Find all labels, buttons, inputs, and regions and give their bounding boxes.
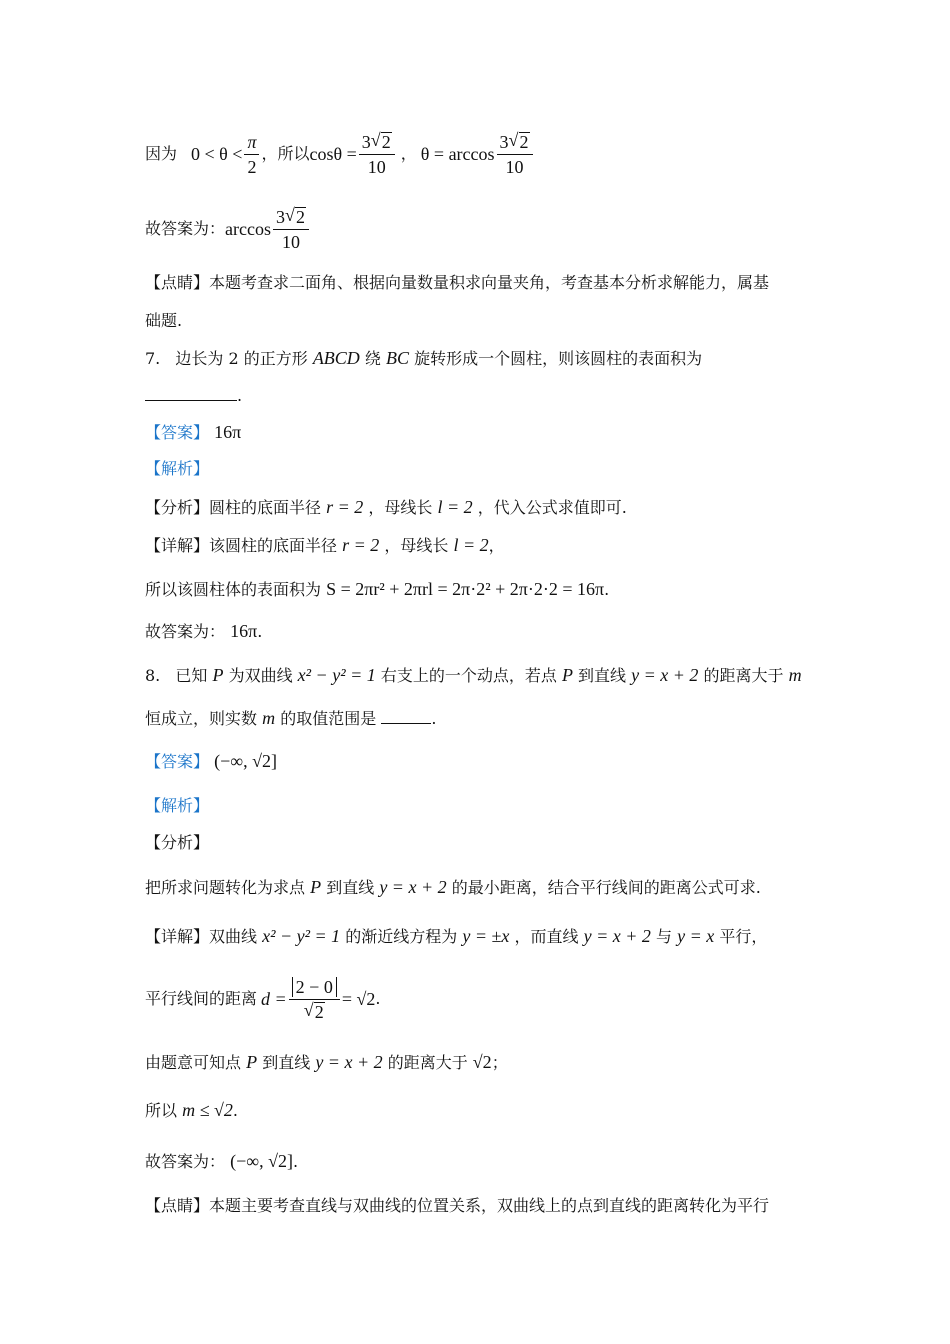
text: 的距离大于 (703, 666, 784, 685)
text: 平行， (719, 927, 768, 946)
math-BC: BC (386, 348, 410, 368)
frac-num (289, 977, 340, 1000)
text: ，代入公式求值即可. (477, 498, 627, 517)
frac-num (497, 129, 533, 155)
q8-answer (145, 750, 800, 773)
answer-blank (145, 400, 237, 401)
answer-tag: 【答案】 (145, 423, 210, 442)
sqrt-symbol: √ 2 (303, 999, 324, 1022)
math-hyperbola: x² − y² = 1 (297, 665, 376, 685)
text: 所以 (145, 1101, 178, 1120)
abs-value: 2 − 0 (292, 977, 337, 997)
text: ，母线长 (384, 536, 449, 555)
math-m-le: m ≤ √2 (182, 1100, 233, 1120)
line-answer-arccos (145, 205, 800, 253)
text: 平行线间的距离 (145, 989, 258, 1008)
math-P: P (246, 1052, 258, 1072)
text: 绕 (364, 349, 381, 368)
text: 到直线 (262, 1053, 311, 1072)
text: 与 (655, 927, 672, 946)
dianjing-line-1: 【点睛】本题考查求二面角、根据向量数量积求向量夹角，考查基本分析求解能力，属基 (145, 273, 770, 292)
q8-final: 故答案为： (−∞, √2]. (145, 1151, 299, 1171)
math-m: m (788, 665, 802, 685)
q8-from: 由题意可知点 P 到直线 y = x + 2 的距离大于 √2； (145, 1052, 508, 1072)
math-l: l = 2 (453, 535, 489, 555)
sqrt-symbol: √ 2 (508, 129, 529, 152)
text: 故答案为： (145, 219, 226, 238)
text: 的最小距离，结合平行线间的距离公式可求. (451, 878, 761, 897)
math-y-eq-x: y = x (677, 926, 715, 946)
sqrt-symbol: √ 2 (370, 129, 391, 152)
answer-value: 16π (214, 422, 242, 442)
radicand: 2 (295, 206, 305, 227)
text: 的渐近线方程为 (345, 927, 458, 946)
question-8 (145, 664, 800, 687)
answer-interval: (−∞, √2] (214, 751, 277, 771)
frac-den: 10 (367, 156, 386, 177)
text: ，所以 (261, 144, 310, 163)
text: 到直线 (578, 666, 627, 685)
fraction-3sqrt2-over-10-b (497, 129, 533, 177)
radicand: 2 (381, 131, 391, 152)
math-P: P (212, 665, 224, 685)
math-sqrt2: √2 (472, 1052, 492, 1072)
math-P: P (561, 665, 573, 685)
text: 的距离大于 (387, 1053, 468, 1072)
question-8-line-2: 恒成立，则实数 m 的取值范围是 . (145, 708, 437, 728)
text: 【详解】该圆柱的底面半径 (145, 536, 338, 555)
text: ，而直线 (514, 927, 579, 946)
q8-fenxi-tag: 【分析】 (145, 833, 210, 852)
text: 的取值范围是 (280, 709, 377, 728)
question-7 (145, 347, 800, 370)
text: 故答案为： (145, 622, 226, 641)
fraction-3sqrt2-over-10 (359, 129, 395, 177)
frac-den: 10 (505, 156, 524, 177)
math-hyperbola: x² − y² = 1 (262, 926, 341, 946)
answer-blank (381, 723, 431, 724)
radicand: 2 (519, 131, 529, 152)
math-theta-range: 0 < θ < (191, 144, 243, 164)
final-interval: (−∞, √2] (230, 1151, 293, 1171)
math-m: m (262, 708, 276, 728)
math-ABCD: ABCD (312, 348, 360, 368)
text: 为双曲线 (228, 666, 293, 685)
frac-den: 2 (247, 156, 257, 177)
analysis-tag: 【解析】 (145, 459, 210, 478)
coef: 3 (499, 131, 509, 152)
frac-den: 10 (281, 231, 300, 252)
frac-num (273, 204, 309, 230)
math-theta-eq: θ = arccos (420, 144, 495, 164)
text: 所以该圆柱体的表面积为 (145, 580, 322, 599)
answer-blank-line: . (145, 385, 800, 407)
math-line: y = x + 2 (583, 926, 651, 946)
text: 已知 (175, 666, 208, 685)
text: 把所求问题转化为求点 (145, 878, 306, 897)
frac-num (359, 129, 395, 155)
math-16pi: 16π (230, 621, 258, 641)
dianjing-line-2: 础题. (145, 311, 183, 330)
question-number: 7. (145, 349, 161, 368)
q7-answer (145, 421, 800, 444)
fraction-3sqrt2-over-10-c (273, 204, 309, 252)
radicand: 2 (314, 1001, 324, 1022)
fraction-pi-over-2 (244, 132, 259, 177)
text: 【分析】圆柱的底面半径 (145, 498, 322, 517)
q7-fenxi (145, 496, 800, 519)
math-line: y = x + 2 (631, 665, 699, 685)
q7-surface: 所以该圆柱体的表面积为 S = 2πr² + 2πrl = 2π·2² + 2π·2·2 = 16π. (145, 579, 610, 599)
q8-xiangjie (145, 925, 800, 948)
math-surface-formula: S = 2πr² + 2πrl = 2π·2² + 2π·2·2 = 16π (326, 579, 605, 599)
text: 因为 (145, 144, 178, 163)
coef: 3 (361, 131, 371, 152)
math-r: r = 2 (326, 497, 364, 517)
frac-den (301, 1000, 328, 1022)
analysis-tag: 【解析】 (145, 796, 210, 815)
math-cos-theta: cosθ = (309, 144, 357, 164)
math-P: P (310, 877, 322, 897)
text: 故答案为： (145, 1152, 226, 1171)
text: 右支上的一个动点，若点 (380, 666, 557, 685)
q8-dianjing: 【点睛】本题主要考查直线与双曲线的位置关系，双曲线上的点到直线的距离转化为平行 (145, 1196, 770, 1215)
q7-final: 故答案为： 16π. (145, 621, 263, 641)
math-asymptote: y = ±x (462, 926, 510, 946)
text: 到直线 (326, 878, 375, 897)
text: 边长为 2 的正方形 (175, 349, 308, 368)
text: 旋转形成一个圆柱，则该圆柱的表面积为 (414, 349, 703, 368)
line-cos-theta: 因为 0 < θ < $\frac{\pi}{2}$ ，所以 cosθ = 3 √ 2 10 ， θ = arccos 3 √ 2 10 (145, 130, 800, 178)
math-r: r = 2 (342, 535, 380, 555)
text: ，母线长 (368, 498, 433, 517)
coef: 3 (275, 206, 285, 227)
text: 由题意可知点 (145, 1053, 242, 1072)
q8-so: 所以 m ≤ √2. (145, 1100, 238, 1120)
sqrt-symbol: √ 2 (284, 204, 305, 227)
fraction-distance (289, 977, 340, 1022)
answer-tag: 【答案】 (145, 752, 210, 771)
text: 【详解】双曲线 (145, 927, 258, 946)
question-number: 8. (145, 666, 161, 685)
frac-num: π (244, 132, 259, 155)
math-l: l = 2 (437, 497, 473, 517)
text: 恒成立，则实数 (145, 709, 258, 728)
q8-distance: 平行线间的距离 d = 2 − 0 √ 2 = √2 . (145, 976, 381, 1022)
q8-fenxi (145, 876, 800, 899)
math-arccos: arccos (225, 219, 271, 239)
math-eq-sqrt2: = √2 (341, 989, 376, 1009)
q7-xiangjie: 【详解】该圆柱的底面半径 r = 2 ，母线长 l = 2， (145, 535, 505, 555)
math-d: d = (261, 989, 287, 1009)
math-line: y = x + 2 (379, 877, 447, 897)
math-line: y = x + 2 (315, 1052, 383, 1072)
